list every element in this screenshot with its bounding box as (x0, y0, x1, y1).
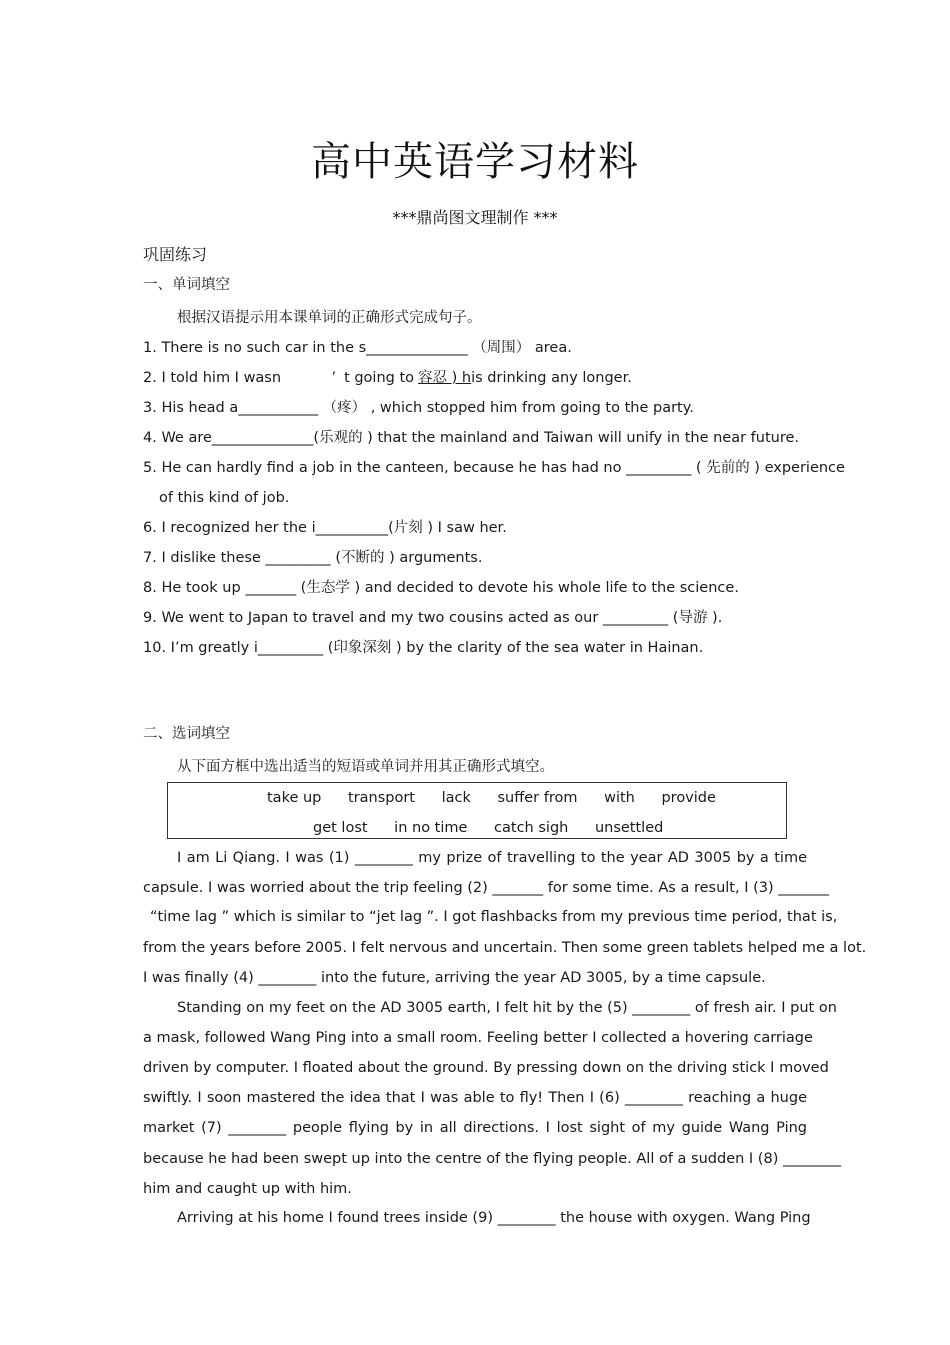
question-6: 6. I recognized her the i__________(片刻 ) I saw her. (143, 520, 507, 536)
part2-instruction: 从下面方框中选出适当的短语或单词并用其正确形式填空。 (177, 759, 554, 775)
question-7: 7. I dislike these _________ (不断的 ) arguments. (143, 550, 483, 566)
part2-heading: 二、选词填空 (143, 726, 230, 742)
passage-line: capsule. I was worried about the trip feeling (2) _______ for some time. As a result, I (3) _______ (143, 880, 829, 896)
word-box-row-1 (267, 787, 738, 809)
passage-line: Standing on my feet on the AD 3005 earth, I felt hit by the (5) ________ of fresh air. I put on (177, 1000, 837, 1016)
hint: （周围） (472, 340, 531, 356)
word-option: provide (661, 790, 716, 806)
question-2: 2. I told him I wasn ’ t going to 容忍 ) his drinking any longer. (143, 370, 632, 386)
page-title: 高中英语学习材料 (311, 139, 639, 185)
word-option: transport (347, 790, 415, 806)
passage-line: I was finally (4) ________ into the future, arriving the year AD 3005, by a time capsule. (143, 970, 766, 986)
passage-line: a mask, followed Wang Ping into a small room. Feeling better I collected a hovering carriage (143, 1030, 813, 1046)
passage-line: Arriving at his home I found trees inside (9) ________ the house with oxygen. Wang Ping (177, 1210, 811, 1226)
question-4: 4. We are______________(乐观的 ) that the mainland and Taiwan will unify in the near future. (143, 430, 800, 446)
hint: 片刻 (393, 520, 423, 536)
question-3: 3. His head a___________ （疼） , which stopped him from going to the party. (143, 400, 694, 416)
passage-line: “time lag ” which is similar to “jet lag ”. I got flashbacks from my previous time period, that is, (150, 909, 838, 925)
hint: 不断的 (340, 550, 385, 566)
hint: 乐观的 (319, 430, 363, 446)
word-box-row-2 (313, 817, 685, 839)
question-5: 5. He can hardly find a job in the canteen, because he has had no _________ ( 先前的 ) experience (143, 460, 845, 476)
question-1: 1. There is no such car in the s______________ （周围） area. (143, 340, 572, 356)
question-10: 10. I’m greatly i_________ (印象深刻 ) by the clarity of the sea water in Hainan. (143, 640, 704, 656)
word-option: take up (267, 790, 322, 806)
part1-instruction: 根据汉语提示用本课单词的正确形式完成句子。 (177, 310, 482, 326)
passage-line: I am Li Qiang. I was (1) ________ my prize of travelling to the year AD 3005 by a time (177, 850, 807, 866)
hint: 印象深刻 (333, 640, 392, 656)
passage-line: market (7) ________ people flying by in all directions. I lost sight of my guide Wang Ping (143, 1120, 807, 1136)
hint: 先前的 (706, 460, 750, 476)
word-option: get lost (313, 820, 368, 836)
page-subtitle: ***鼎尚图文理制作 *** (392, 208, 558, 227)
word-option: catch sigh (494, 820, 569, 836)
hint: 容忍 ) h (418, 370, 472, 386)
passage-line: driven by computer. I floated about the ground. By pressing down on the driving stick I moved (143, 1060, 829, 1076)
word-option: in no time (394, 820, 468, 836)
word-option: with (604, 790, 635, 806)
part1-heading: 一、单词填空 (143, 277, 230, 293)
hint: （疼） (322, 400, 367, 416)
passage-line: because he had been swept up into the centre of the flying people. All of a sudden I (8) ________ (143, 1151, 841, 1167)
hint: 生态学 (306, 580, 350, 596)
question-5-continued: of this kind of job. (159, 490, 290, 506)
word-option: unsettled (594, 820, 664, 836)
question-9: 9. We went to Japan to travel and my two cousins acted as our _________ (导游 ). (143, 610, 723, 626)
question-8: 8. He took up _______ (生态学 ) and decided to devote his whole life to the science. (143, 580, 739, 596)
hint: 导游 (678, 610, 708, 626)
passage-line: swiftly. I soon mastered the idea that I was able to fly! Then I (6) ________ reaching a huge (143, 1090, 807, 1106)
passage-line: him and caught up with him. (143, 1181, 352, 1197)
passage-line: from the years before 2005. I felt nervous and uncertain. Then some green tablets helped me a lot. (143, 940, 867, 956)
word-option: suffer from (497, 790, 578, 806)
section-heading: 巩固练习 (143, 245, 208, 264)
word-option: lack (441, 790, 471, 806)
